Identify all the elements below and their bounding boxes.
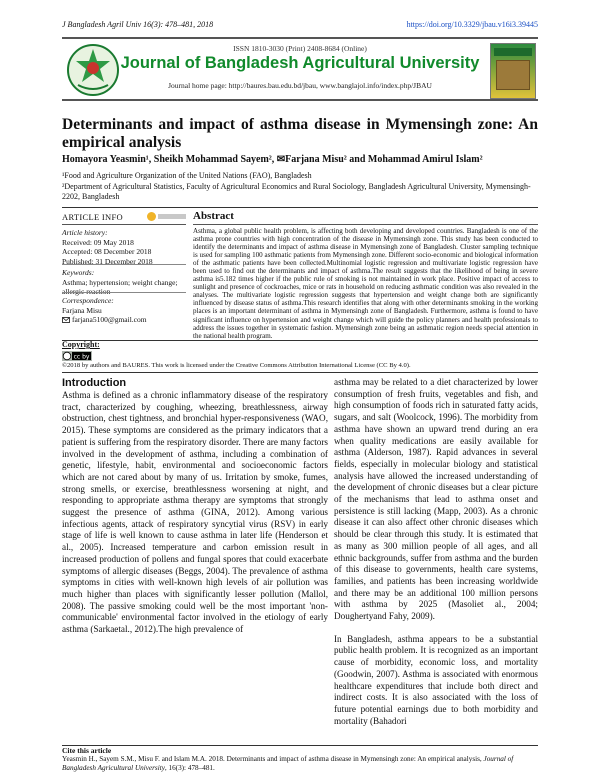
divider bbox=[62, 372, 538, 373]
journal-title: Journal of Bangladesh Agricultural University bbox=[120, 54, 480, 72]
author-list: Homayora Yeasmin¹, Sheikh Mohammad Sayem², ✉Farjana Misu² and Mohammad Amirul Islam² bbox=[62, 154, 483, 165]
journal-cover-image bbox=[490, 43, 536, 99]
envelope-icon bbox=[62, 317, 70, 323]
abstract-heading: Abstract bbox=[193, 210, 234, 222]
divider bbox=[193, 224, 538, 225]
abstract-text: Asthma, a global public health problem, is affecting both developing and developed countries. Bangladesh is one of the asthma prone countries with high concentration of the disease in Mymensingh zone. This study has been conducted to identify the determinants and impact of asthma disease in Mymensingh zone of Bangladesh. Cluster sampling technique is used for sampling 100 asthmatic patients from Mymensingh zone. Different socio-economic and biological information of the asthmatic patients have been collected.Multinomial logistic regression and multivariate logistic regression have been used to find out the determinants and impact of asthma.The result suggests that the likelihood of being in severe asthma is5.182 times higher if the public rule of smoking is not maintained in work place. Positive impact of access to sunlight and presence of cockroaches, mice or rats in household on reducing asthmatic condition was also revealed in the analyses. The multivariate logistic regression suggests that hypertension and weight change both are significantly influenced by disease status of asthma.This research identifies that along with other determinants smoking in the working places is an important determinant of asthma in Mymensingh zone of Bangladesh. Furthermore, asthma is found to have significant influence on hypertension and weight change which will guide the policy planners and health professionals to address the issues together in systematic fashion. Mymensingh zone being an asthmatic region needs special attention in the national health program. bbox=[193, 227, 538, 340]
citation-authors-title: Yeasmin H., Sayem S.M., Misu F. and Islam M.A. 2018. Determinants and impact of asthma disease in Mymensingh zone: An empirical analysis, bbox=[62, 755, 482, 763]
article-history bbox=[62, 228, 186, 266]
article-info-heading: ARTICLE INFO bbox=[62, 212, 123, 222]
check-for-updates-icon[interactable] bbox=[146, 211, 188, 222]
introduction-heading: Introduction bbox=[62, 377, 127, 389]
cite-heading: Cite this article bbox=[62, 746, 112, 755]
cc-by-license-icon[interactable] bbox=[62, 351, 92, 361]
cc-badge-label: cc by bbox=[73, 353, 90, 361]
copyright-heading: Copyright: bbox=[62, 340, 100, 349]
published-date: Published: 31 December 2018 bbox=[62, 256, 153, 266]
keywords-label: Keywords: bbox=[62, 268, 95, 277]
correspondence-label: Correspondence: bbox=[62, 296, 114, 305]
correspondent-email[interactable]: farjana5100@gmail.com bbox=[72, 315, 147, 324]
divider bbox=[62, 207, 538, 208]
keywords-list: Asthma; hypertension; weight change; allergic reaction bbox=[62, 277, 178, 296]
journal-citation: J Bangladesh Agril Univ 16(3): 478–481, 2018 bbox=[62, 20, 214, 29]
affiliation-2: ²Department of Agricultural Statistics, Faculty of Agricultural Economics and Rural Sociology, Bangladesh Agricultural University, Mymensingh-2202, Bangladesh bbox=[62, 182, 531, 201]
citation-journal: Journal of Bangladesh Agricultural University bbox=[62, 755, 514, 772]
journal-homepage[interactable]: Journal home page: http://baures.bau.edu.bd/jbau, www.banglajol.info/index.php/JBAU bbox=[168, 81, 432, 90]
citation-volume: , 16(3): 478–481. bbox=[164, 764, 215, 772]
doi-link[interactable]: https://doi.org/10.3329/jbau.v16i3.39445 bbox=[406, 20, 538, 29]
correspondence-block bbox=[62, 292, 186, 325]
cover-photo bbox=[496, 60, 530, 90]
intro-paragraph-2: asthma may be related to a diet characterized by lower consumption of fresh fruits, vegetables and fish, and high consumption of foods rich in saturated fatty acids, sugars, and salt (Woolcock, 1996). The morbidity from asthma have shown an upward trend during an era when quality medications are easily available for asthma (Alderson, 1987). Rapid advances in several fields, especially in molecular biology and statistical analysis have allowed the increased understanding of the development of chronic diseases but a clear picture of the mechanisms that lead to asthma onset and persistence is still lacking (Mapp, 2003). As a chronic disease it can also affect other chronic diseases which should be clear through this study. It is estimated that as many as 300 million people of all ages, and all ethnic backgrounds, suffer from asthma and the burden of this disease to governments, health care systems, families, and patients has been increasing worldwide and there may be an additional 100 million persons with asthma by 2025 (Masoliet al., 2004; Doughertyand Fahy, 2009). bbox=[334, 377, 538, 622]
body-right-column bbox=[334, 377, 538, 727]
affiliation-1: ¹Food and Agriculture Organization of the United Nations (FAO), Bangladesh bbox=[62, 171, 312, 180]
divider bbox=[62, 745, 538, 746]
body-left-column bbox=[62, 377, 328, 636]
accepted-date: Accepted: 08 December 2018 bbox=[62, 247, 152, 256]
issn-line: ISSN 1810-3030 (Print) 2408-8684 (Online) bbox=[233, 44, 367, 53]
cover-band bbox=[494, 48, 532, 56]
citation-text bbox=[62, 755, 538, 773]
correspondent-email-line bbox=[62, 315, 186, 325]
divider bbox=[62, 340, 538, 341]
intro-paragraph-3: In Bangladesh, asthma appears to be a substantial public health problem. It is recognized as an important cause of morbidity, economic loss, and mortality (Goodwin, 2007). Asthma is associated with enormous healthcare expenditures that include both direct and indirect costs. It is also associated with the loss of future potential earnings due to both morbidity and mortality (Bahadori bbox=[334, 633, 538, 726]
running-head bbox=[62, 20, 538, 32]
journal-masthead bbox=[62, 37, 538, 101]
intro-paragraph-1: Asthma is defined as a chronic inflammatory disease of the respiratory tract, characterized by coughing, wheezing, breathlessness, airway obstruction, chest tightness, and bronchial hyper-responsiveness (WAO, 2015). These symptoms are considered as the primary indicators that a patient is suffering from the respiratory disorder. There are many factors involved in the development of asthma, including a combination of genetic, lifestyle, habit, environmental and socioeconomic factors which are not cared about by many of us. Irritation by smoke, fumes, strong smells, or exercise, breathlessness worsening at night, and responding to appropriate asthma therapy are symptoms that strongly suggest the presence of asthma (GINA, 2012). Among various infectious agents, attack of respiratory syncytial virus (RSV) in early stage of life is well known to cause asthma in later life (Henderson et al., 2005). Increased temperature and carbon emission result in increased production of pollens and fungal spores that could exacerbate symptoms of allergic diseases (Beggs, 2004). The prevalence of asthma symptoms in cities with well-known high levels of air pollution was much higher than places with significantly lesser pollution (Mallol, 2008). The passive smoking could well be the most important 'non-communicable' environmental factor involved in the etiology of early asthma (Sarkaetal., 2012).The high prevalence of bbox=[62, 390, 328, 635]
history-label: Article history: bbox=[62, 228, 108, 237]
divider bbox=[62, 224, 186, 225]
received-date: Received: 09 May 2018 bbox=[62, 237, 134, 247]
article-title: Determinants and impact of asthma disease in Mymensingh zone: An empirical analysis bbox=[62, 116, 538, 151]
correspondent-name: Farjana Misu bbox=[62, 305, 102, 315]
copyright-text: ©2018 by authors and BAURES. This work is licensed under the Creative Commons Attribution International License (CC By 4.0). bbox=[62, 362, 411, 369]
